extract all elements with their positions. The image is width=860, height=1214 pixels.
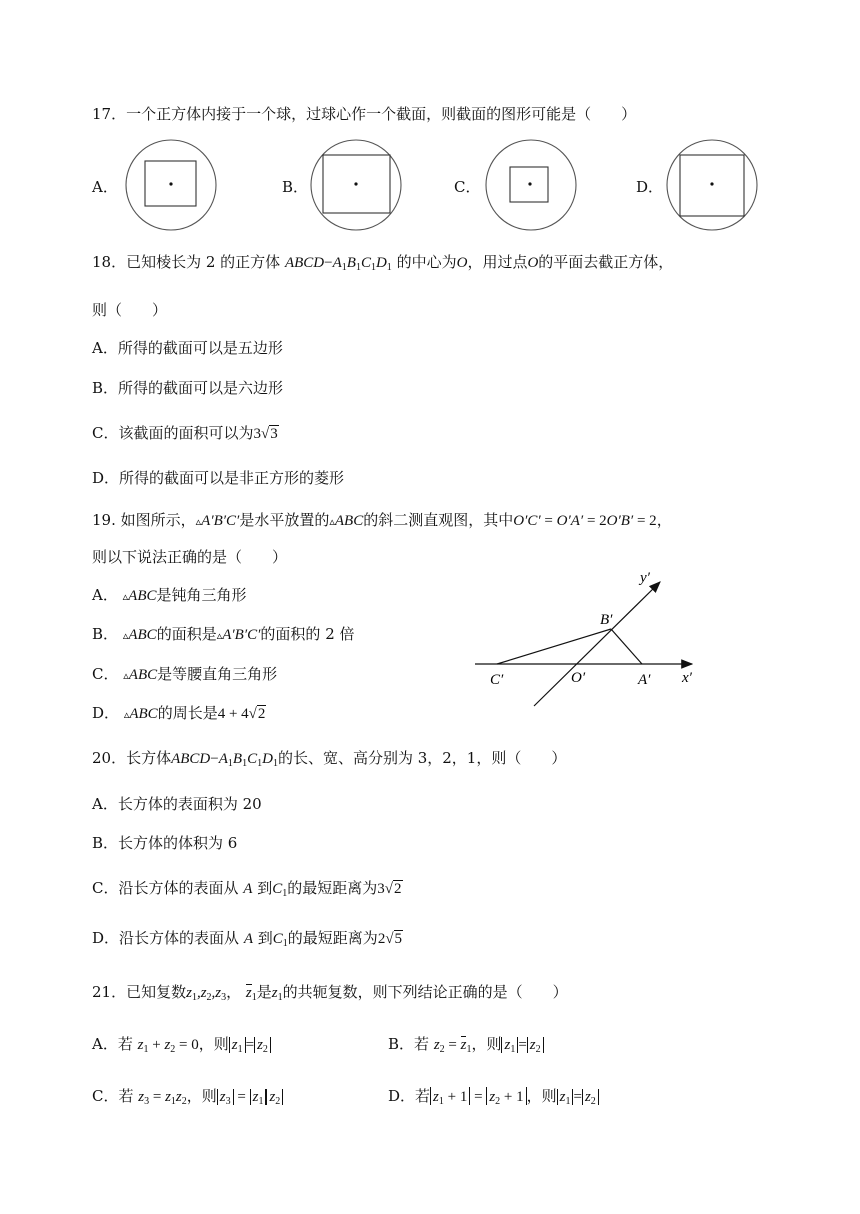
q20-stem-text: 20．长方体 bbox=[92, 749, 172, 767]
q19-option-d-text: 的周长是 bbox=[157, 704, 218, 722]
q17-figure-c bbox=[486, 140, 576, 230]
q21-stem: 21．已知复数$z_1,z_2,z_3$， $z_1$是$z_1$的共轭复数，则下列结论正确的是（ ） bbox=[92, 983, 568, 1003]
q17-option-b-label: B． bbox=[282, 178, 309, 196]
q21-stem-text: 21．已知复数 bbox=[92, 983, 187, 1001]
q19-option-d: D． ▵ABC的周长是4 + 4√2 bbox=[92, 704, 266, 722]
q19-option-b: B． ▵ABC的面积是▵A′B′C′的面积的 2 倍 bbox=[92, 625, 355, 643]
q19-option-b-text-2: 的面积的 2 倍 bbox=[260, 625, 355, 643]
q18-option-c: C．该截面的面积可以为3√3 bbox=[92, 424, 278, 442]
q21-option-b-text: B．若 bbox=[388, 1035, 430, 1053]
q21-stem-text-2: 是 bbox=[256, 983, 272, 1001]
q18-option-a: A．所得的截面可以是五边形 bbox=[92, 339, 283, 357]
q20-stem-text-2: 的长、宽、高分别为 3，2，1，则（ ） bbox=[277, 749, 567, 767]
q18-stem-text-2: 的中心为 bbox=[396, 253, 457, 271]
q19-option-b-text: 的面积是 bbox=[156, 625, 217, 643]
q20-option-c-text-2: 到 bbox=[257, 879, 273, 897]
q21-option-a-text: A．若 bbox=[92, 1035, 133, 1053]
q21-option-a: A．若 $z_1 + z_2 = 0$，则 $z_1 = z_2$ bbox=[92, 1034, 271, 1060]
label-o: O′ bbox=[571, 670, 586, 686]
q19-stem-text-3: 的斜二测直观图，其中 bbox=[363, 511, 514, 529]
q19-stem-text: 19. 如图所示， bbox=[92, 511, 196, 529]
q21-option-b-text-2: ，则 bbox=[471, 1035, 502, 1053]
q17-option-d-label: D． bbox=[636, 178, 664, 196]
q21-option-c-text: C．若 bbox=[92, 1087, 134, 1105]
q20-option-d: D．沿长方体的表面从 A 到$C_1$的最短距离为2√5 bbox=[92, 929, 403, 949]
q21-option-b: B．若 $z_2 = z_1$，则 $z_1 = z_2$ bbox=[388, 1034, 544, 1060]
q18-option-b: B．所得的截面可以是六边形 bbox=[92, 379, 284, 397]
label-a: A′ bbox=[638, 672, 651, 688]
q20-option-d-text-3: 的最短距离为 bbox=[287, 929, 378, 947]
q18-option-d: D．所得的截面可以是非正方形的菱形 bbox=[92, 469, 345, 487]
q19-oblique-figure bbox=[470, 566, 710, 710]
q21-option-d: D．若 $z_1 + 1 = z_2 + 1$ ，则 $z_1 = z_2$ bbox=[388, 1086, 599, 1112]
q19-option-a: A． ▵ABC是钝角三角形 bbox=[92, 586, 247, 604]
q20-option-c: C．沿长方体的表面从 A 到$C_1$的最短距离为3√2 bbox=[92, 879, 402, 899]
q21-option-c-text-2: ，则 bbox=[186, 1087, 217, 1105]
q21-option-d-text-2: ，则 bbox=[526, 1087, 557, 1105]
label-y: y′ bbox=[640, 570, 650, 586]
q20-option-d-text-2: 到 bbox=[257, 929, 273, 947]
q20-option-b: B．长方体的体积为 6 bbox=[92, 834, 238, 852]
q18-stem: 18．已知棱长为 2 的正方体 $ABCD-A_1B_1C_1D_1$ 的中心为O，用过点O的平面去截正方体， bbox=[92, 253, 674, 273]
q18-stem-text: 18．已知棱长为 2 的正方体 bbox=[92, 253, 281, 271]
q19-option-c-text: 是等腰直角三角形 bbox=[157, 665, 278, 683]
q19-option-d-label: D． bbox=[92, 704, 120, 722]
q17-figures bbox=[120, 138, 770, 234]
q19-stem-text-2: 是水平放置的 bbox=[239, 511, 330, 529]
q17-figure-a bbox=[126, 140, 216, 230]
q20-stem: 20．长方体$ABCD-A_1B_1C_1D_1$的长、宽、高分别为 3，2，1，则（ ） bbox=[92, 749, 567, 769]
q20-option-d-text: D．沿长方体的表面从 bbox=[92, 929, 240, 947]
segment-b-a bbox=[611, 629, 642, 664]
q20-option-a: A．长方体的表面积为 20 bbox=[92, 795, 262, 813]
q17-figure-d bbox=[667, 140, 757, 230]
q17-option-a-label: A． bbox=[92, 178, 118, 196]
label-c: C′ bbox=[490, 672, 504, 688]
q19-option-b-label: B． bbox=[92, 625, 119, 643]
q19-stem-line2: 则以下说法正确的是（ ） bbox=[92, 548, 288, 566]
label-b: B′ bbox=[600, 612, 613, 628]
q18-stem-line2: 则（ ） bbox=[92, 301, 168, 319]
q21-stem-text-3: 的共轭复数，则下列结论正确的是（ ） bbox=[282, 983, 568, 1001]
q19-option-c: C． ▵ABC是等腰直角三角形 bbox=[92, 665, 278, 683]
q18-option-c-text: C．该截面的面积可以为 bbox=[92, 424, 254, 442]
q21-option-c: C．若 $z_3 = z_1z_2$，则 $z_3 = z_1$ $z_2$ bbox=[92, 1086, 283, 1112]
q21-option-d-text: D．若 bbox=[388, 1087, 431, 1105]
q18-stem-text-3: ，用过点 bbox=[467, 253, 528, 271]
q19-option-a-text: 是钝角三角形 bbox=[156, 586, 247, 604]
q17-figure-b bbox=[311, 140, 401, 230]
q21-option-a-text-2: ，则 bbox=[198, 1035, 229, 1053]
q20-option-c-text-3: 的最短距离为 bbox=[287, 879, 378, 897]
q17-option-c-label: C． bbox=[454, 178, 481, 196]
q17-stem: 17．一个正方体内接于一个球，过球心作一个截面，则截面的图形可能是（ ） bbox=[92, 105, 637, 123]
q20-option-c-text: C．沿长方体的表面从 bbox=[92, 879, 239, 897]
q19-option-c-label: C． bbox=[92, 665, 119, 683]
q19-option-a-label: A． bbox=[92, 586, 118, 604]
q19-stem: 19. 如图所示，▵A′B′C′是水平放置的▵ABC的斜二测直观图，其中O′C′ = O′A′ = 2O′B′ = 2， bbox=[92, 511, 672, 529]
q18-stem-text-4: 的平面去截正方体， bbox=[538, 253, 674, 271]
label-x: x′ bbox=[682, 670, 692, 686]
